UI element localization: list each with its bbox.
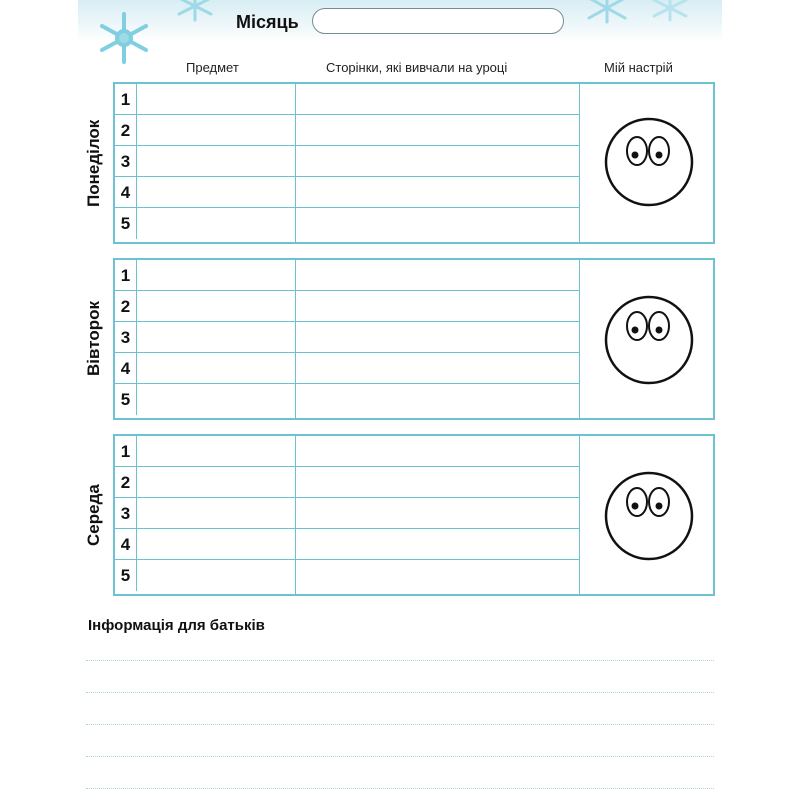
note-line[interactable] [86,724,714,725]
page-margin-left [0,0,78,800]
lesson-number: 1 [115,84,137,115]
lesson-number: 5 [115,208,137,239]
lesson-row[interactable] [115,560,579,591]
lesson-number: 3 [115,322,137,353]
snowflake-icon [175,0,215,22]
lesson-row[interactable] [115,353,579,384]
lesson-row[interactable] [115,208,579,239]
month-label: Місяць [236,12,299,32]
parents-info-title: Інформація для батьків [88,617,265,634]
lesson-number: 2 [115,115,137,146]
day-block-monday [113,82,715,244]
lesson-row[interactable] [115,84,579,115]
lesson-number: 4 [115,529,137,560]
lesson-row[interactable] [115,291,579,322]
lesson-row[interactable] [115,260,579,291]
lesson-row[interactable] [115,498,579,529]
lesson-number: 4 [115,177,137,208]
mood-column-header: Мій настрій [604,60,673,75]
subject-column-header: Предмет [186,60,239,75]
day-block-wednesday [113,434,715,596]
column-divider [579,84,580,242]
lesson-number: 3 [115,146,137,177]
lesson-number: 2 [115,467,137,498]
note-line[interactable] [86,788,714,789]
lesson-row[interactable] [115,467,579,498]
lesson-row[interactable] [115,146,579,177]
note-line[interactable] [86,660,714,661]
lesson-row[interactable] [115,384,579,415]
day-label-tuesday: Вівторок [84,301,103,377]
lesson-number: 5 [115,560,137,591]
month-field[interactable] [312,8,564,34]
lesson-number: 4 [115,353,137,384]
snowflake-icon [650,0,690,22]
column-divider [579,436,580,594]
lesson-number: 1 [115,436,137,467]
note-line[interactable] [86,756,714,757]
pages-column-header: Сторінки, які вивчали на уроці [326,60,508,75]
page-margin-right [722,0,800,800]
mood-face-icon[interactable] [601,114,697,210]
mood-face-icon[interactable] [601,292,697,388]
column-divider [579,260,580,418]
lesson-row[interactable] [115,529,579,560]
lesson-number: 5 [115,384,137,415]
day-label-wednesday: Середа [84,484,103,546]
note-line[interactable] [86,692,714,693]
lesson-number: 3 [115,498,137,529]
snowflake-icon [585,0,629,24]
lesson-row[interactable] [115,436,579,467]
snowflake-icon [96,10,152,66]
lesson-number: 1 [115,260,137,291]
lesson-row[interactable] [115,177,579,208]
day-label-monday: Понеділок [84,119,103,207]
day-block-tuesday [113,258,715,420]
lesson-row[interactable] [115,322,579,353]
mood-face-icon[interactable] [601,468,697,564]
lesson-number: 2 [115,291,137,322]
lesson-row[interactable] [115,115,579,146]
